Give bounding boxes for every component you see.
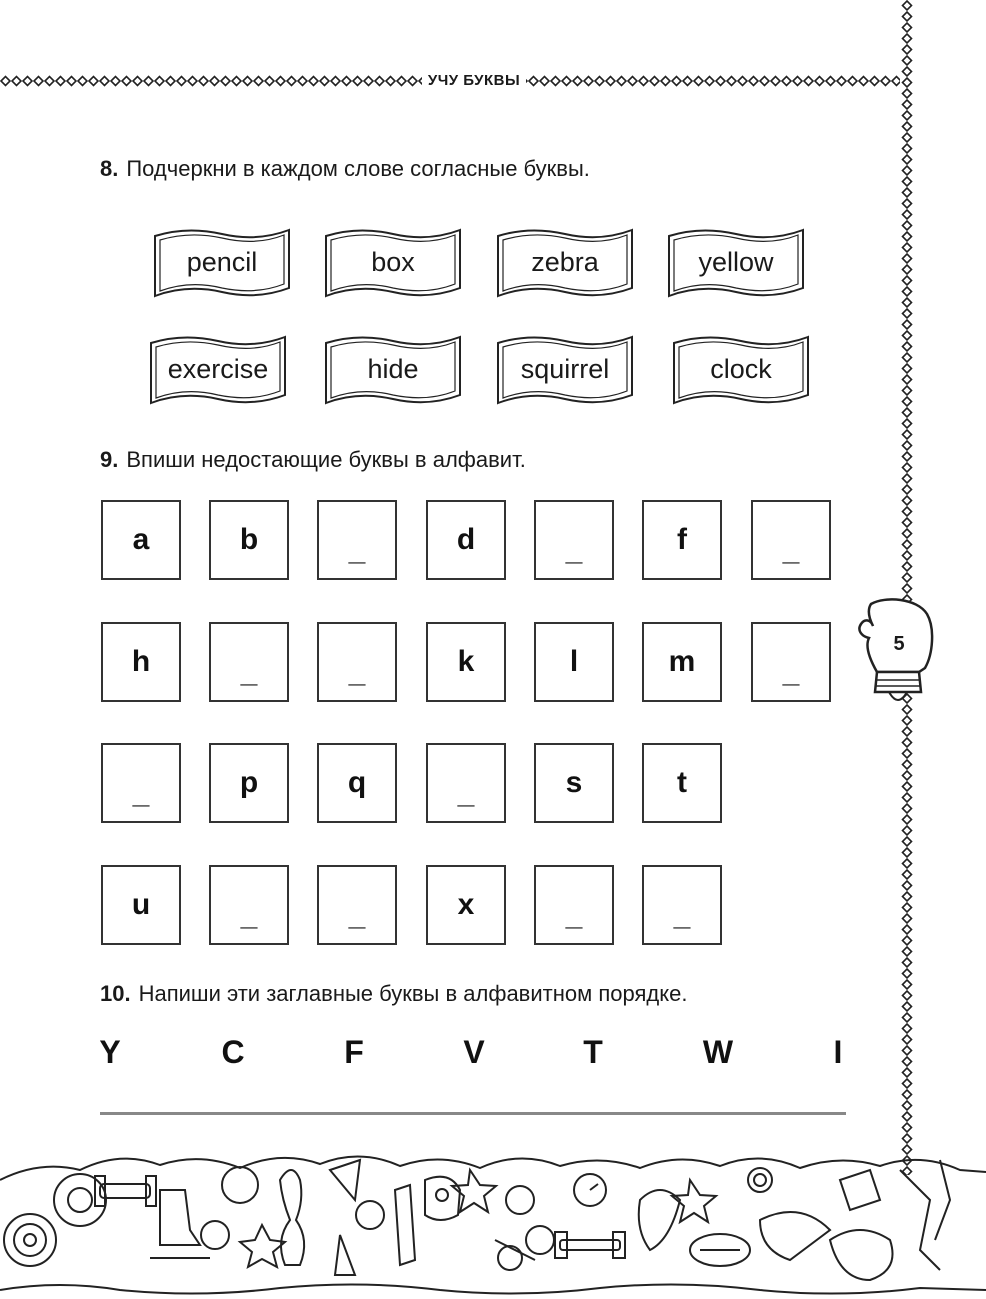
alphabet-blank-cell[interactable]: _ — [534, 500, 614, 580]
word-flag[interactable] — [323, 226, 463, 298]
task-9-number: 9. — [100, 447, 119, 472]
task-10-text: Напиши эти заглавные буквы в алфавитном порядке. — [138, 981, 688, 1006]
flag-word: squirrel — [520, 353, 610, 384]
flag-word: exercise — [167, 353, 269, 384]
alphabet-blank-cell[interactable]: _ — [751, 622, 831, 702]
task-9-title — [100, 447, 526, 473]
capital-letter: F — [344, 1034, 364, 1070]
alphabet-blank-cell[interactable]: _ — [426, 743, 506, 823]
alphabet-blank-cell[interactable]: _ — [101, 743, 181, 823]
alphabet-letter-cell: l — [534, 622, 614, 702]
flag-word: zebra — [531, 246, 599, 277]
capital-letter: I — [833, 1034, 843, 1070]
task-8-text: Подчеркни в каждом слове согласные буквы. — [126, 156, 590, 181]
word-flag[interactable] — [666, 226, 806, 298]
alphabet-letter-cell: f — [642, 500, 722, 580]
header-title: УЧУ БУКВЫ — [422, 72, 526, 90]
alphabet-letter-cell: s — [534, 743, 614, 823]
word-flag[interactable] — [148, 333, 288, 405]
answer-line — [100, 1112, 846, 1115]
capital-letter: T — [583, 1034, 603, 1070]
alphabet-blank-cell[interactable]: _ — [317, 622, 397, 702]
alphabet-letter-cell: k — [426, 622, 506, 702]
task-10-title — [100, 981, 687, 1007]
alphabet-blank-cell[interactable]: _ — [209, 865, 289, 945]
alphabet-blank-cell[interactable]: _ — [317, 865, 397, 945]
alphabet-letter-cell: p — [209, 743, 289, 823]
task-8-number: 8. — [100, 156, 119, 181]
word-flag[interactable] — [671, 333, 811, 405]
capital-letter: Y — [99, 1034, 121, 1070]
word-flag[interactable] — [495, 333, 635, 405]
alphabet-letter-cell: b — [209, 500, 289, 580]
alphabet-blank-cell[interactable]: _ — [209, 622, 289, 702]
flag-word: pencil — [186, 246, 258, 277]
alphabet-letter-cell: d — [426, 500, 506, 580]
alphabet-letter-cell: t — [642, 743, 722, 823]
flag-word: hide — [367, 353, 419, 384]
alphabet-blank-cell[interactable]: _ — [317, 500, 397, 580]
flag-word: box — [371, 246, 415, 277]
alphabet-letter-cell: x — [426, 865, 506, 945]
capital-letter: C — [221, 1034, 245, 1070]
alphabet-letter-cell: a — [101, 500, 181, 580]
word-flag[interactable] — [152, 226, 292, 298]
alphabet-letter-cell: u — [101, 865, 181, 945]
alphabet-blank-cell[interactable]: _ — [751, 500, 831, 580]
boxing-glove-icon — [855, 596, 935, 716]
flag-word: clock — [710, 353, 772, 384]
task-10-number: 10. — [100, 981, 131, 1006]
word-flag[interactable] — [323, 333, 463, 405]
alphabet-blank-cell[interactable]: _ — [642, 865, 722, 945]
word-flag[interactable] — [495, 226, 635, 298]
task-8-title — [100, 156, 590, 182]
page-number: 5 — [893, 633, 905, 655]
capital-letter: V — [463, 1034, 485, 1070]
task-9-text: Впиши недостающие буквы в алфавит. — [126, 447, 526, 472]
alphabet-blank-cell[interactable]: _ — [534, 865, 614, 945]
alphabet-letter-cell: q — [317, 743, 397, 823]
alphabet-letter-cell: h — [101, 622, 181, 702]
sports-equipment-border-icon — [0, 1140, 986, 1299]
alphabet-letter-cell: m — [642, 622, 722, 702]
side-chain-decoration — [898, 0, 916, 1175]
flag-word: yellow — [698, 246, 774, 277]
capital-letter: W — [702, 1034, 734, 1070]
